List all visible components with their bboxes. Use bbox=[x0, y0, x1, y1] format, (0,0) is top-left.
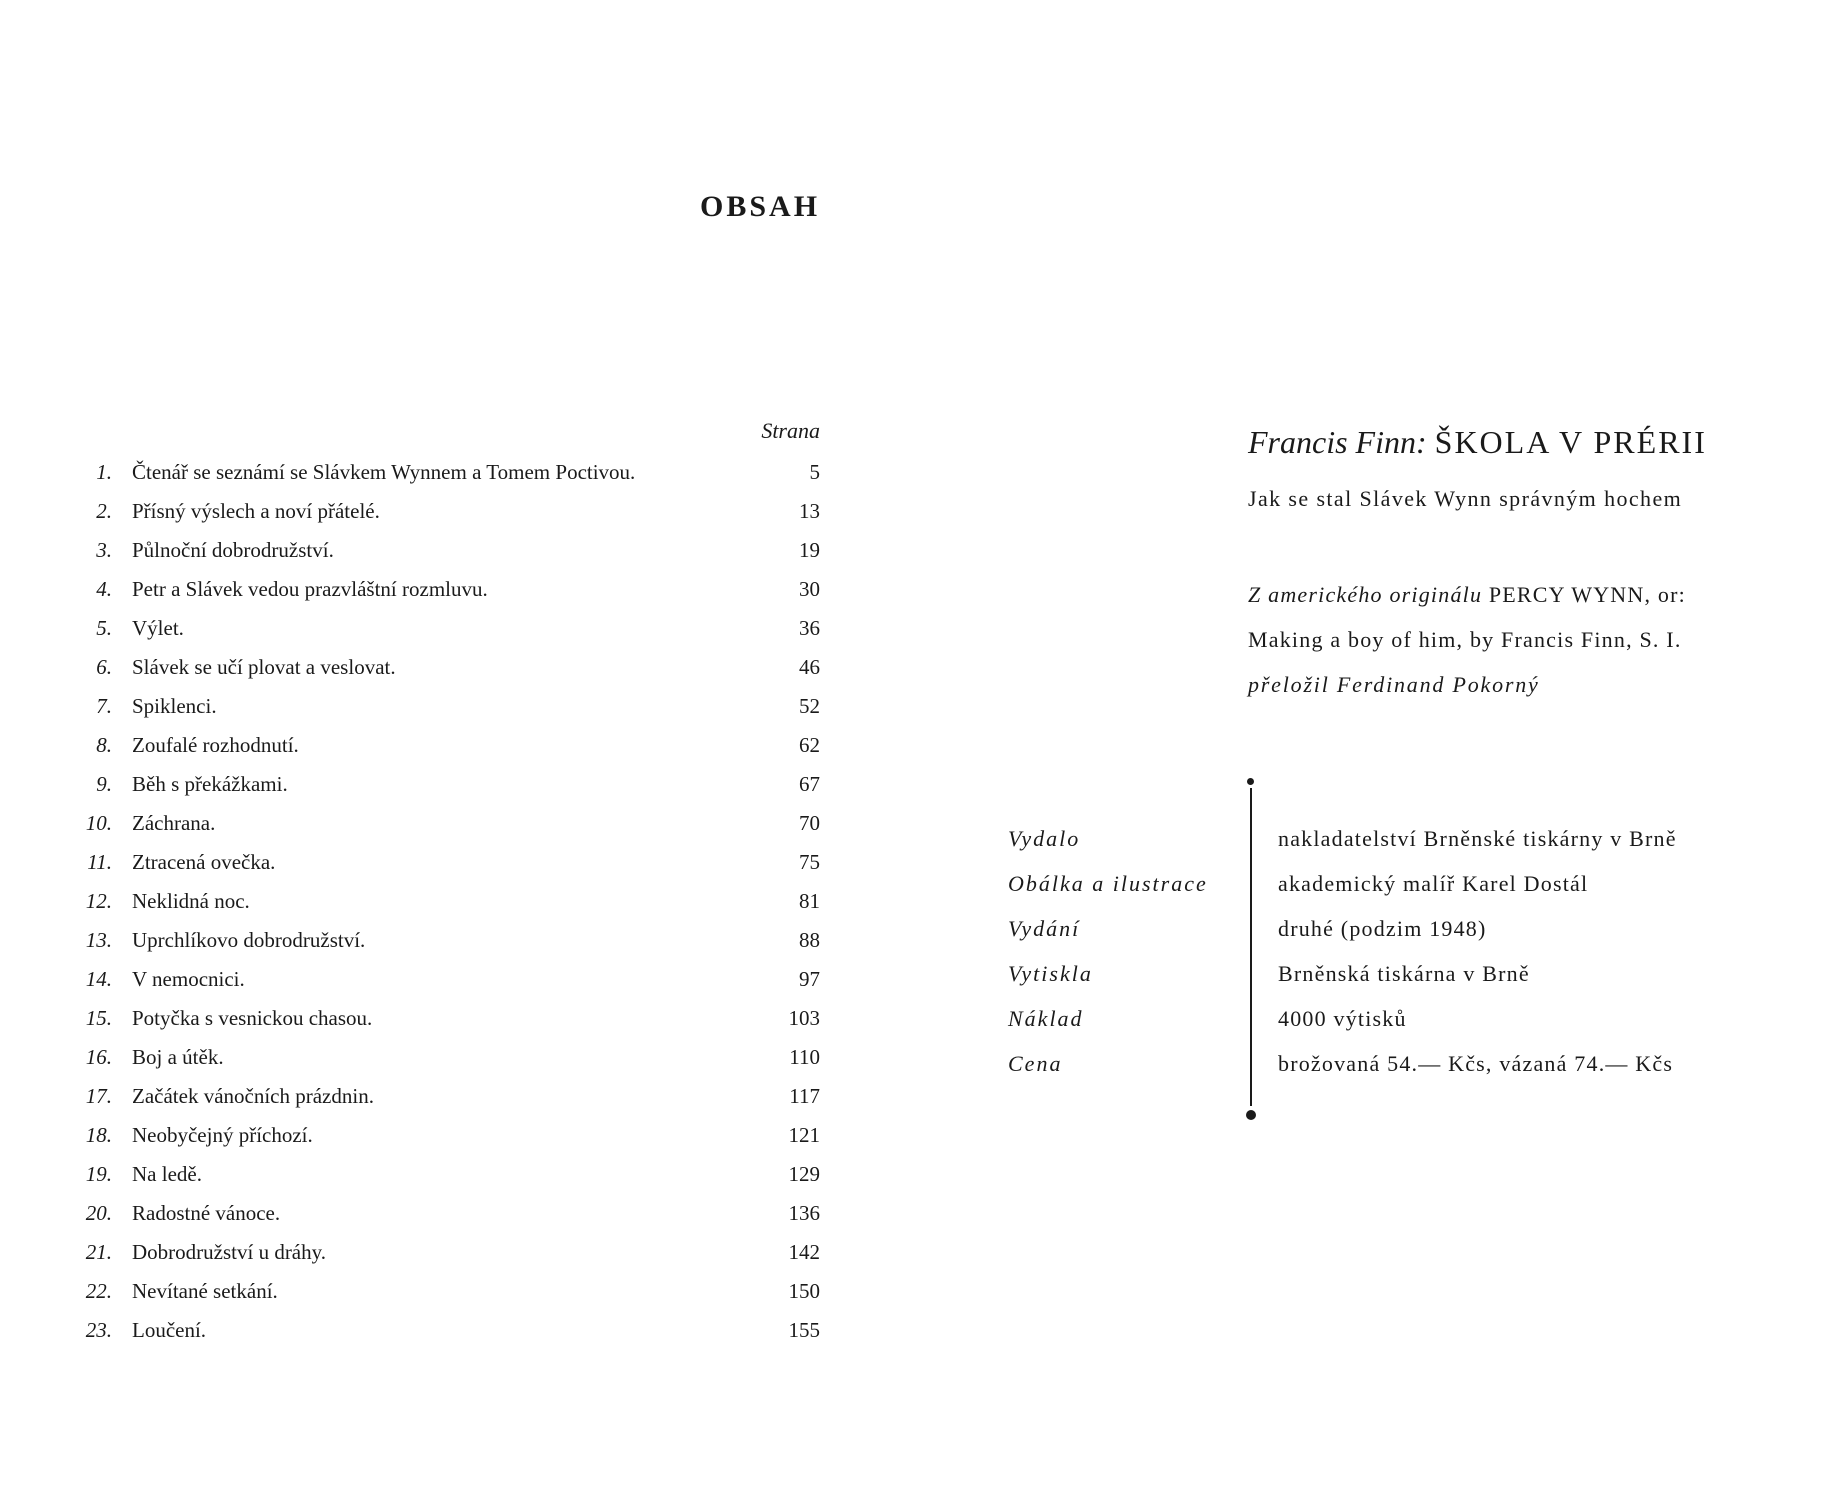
toc-entry bbox=[80, 850, 820, 889]
toc-entry-page: 88 bbox=[799, 928, 820, 952]
toc-entry-title: Záchrana. bbox=[132, 811, 216, 835]
toc-entry bbox=[80, 499, 820, 538]
toc-entry-number: 22. bbox=[85, 1279, 112, 1303]
toc-entry-page: 62 bbox=[799, 733, 820, 757]
toc-entry bbox=[80, 538, 820, 577]
toc-entry-title: Neklidná noc. bbox=[132, 889, 250, 913]
toc-entry-page: 75 bbox=[799, 850, 820, 874]
toc-entry-page: 52 bbox=[799, 694, 820, 718]
toc-entry bbox=[80, 1123, 820, 1162]
original-prefix: Z amerického originálu bbox=[1248, 582, 1483, 607]
toc-entry-page: 129 bbox=[788, 1162, 820, 1186]
toc-entry-number: 21. bbox=[85, 1240, 112, 1264]
toc-title: OBSAH bbox=[700, 190, 821, 223]
toc-entry-page: 19 bbox=[799, 538, 820, 562]
toc-entry-title: Na ledě. bbox=[132, 1162, 202, 1186]
colophon-label: Vydání bbox=[1008, 916, 1081, 941]
toc-entry-title: Slávek se učí plovat a veslovat. bbox=[132, 655, 396, 679]
toc-entry-title: Přísný výslech a noví přátelé. bbox=[132, 499, 380, 523]
toc-entry-page: 67 bbox=[799, 772, 820, 796]
toc-entry-page: 121 bbox=[788, 1123, 820, 1147]
toc-entry-page: 46 bbox=[799, 655, 820, 679]
toc-entry-title: Uprchlíkovo dobrodružství. bbox=[132, 928, 366, 952]
colophon-label: Vytiskla bbox=[1008, 961, 1093, 986]
toc-entry-title: Neobyčejný příchozí. bbox=[132, 1123, 313, 1147]
toc-entry-page: 30 bbox=[799, 577, 820, 601]
toc-entry-number: 19. bbox=[85, 1162, 112, 1186]
toc-entry bbox=[80, 616, 820, 655]
toc-entry bbox=[80, 1279, 820, 1318]
toc-entry bbox=[80, 1318, 820, 1357]
toc-entry-title: Zoufalé rozhodnutí. bbox=[132, 733, 299, 757]
toc-entry-number: 1. bbox=[96, 460, 112, 484]
toc-entry bbox=[80, 577, 820, 616]
toc-entry-title: Výlet. bbox=[132, 616, 184, 640]
toc-entry bbox=[80, 967, 820, 1006]
toc-entry-number: 7. bbox=[96, 694, 112, 718]
book-title bbox=[1248, 424, 1707, 461]
toc-entry-title: Loučení. bbox=[132, 1318, 207, 1342]
toc-entry-number: 14. bbox=[85, 967, 112, 991]
book-title-text: ŠKOLA V PRÉRII bbox=[1434, 424, 1707, 460]
toc-entry-title: Ztracená ovečka. bbox=[132, 850, 276, 874]
toc-entry bbox=[80, 1240, 820, 1279]
toc-entry-page: 5 bbox=[809, 460, 820, 484]
toc-entry-page: 81 bbox=[799, 889, 820, 913]
toc-entry-number: 11. bbox=[87, 850, 112, 874]
book-subtitle: Jak se stal Slávek Wynn správným hochem bbox=[1248, 486, 1683, 511]
toc-entry bbox=[80, 1045, 820, 1084]
toc-list bbox=[80, 460, 820, 1357]
toc-entry-page: 142 bbox=[788, 1240, 820, 1264]
colophon-label: Vydalo bbox=[1008, 826, 1081, 851]
toc-entry-number: 20. bbox=[85, 1201, 112, 1225]
toc-entry bbox=[80, 889, 820, 928]
colophon-value: 4000 výtisků bbox=[1278, 1006, 1407, 1031]
toc-entry-number: 2. bbox=[96, 499, 112, 523]
toc-entry bbox=[80, 811, 820, 850]
toc-entry bbox=[80, 733, 820, 772]
toc-entry-title: Boj a útěk. bbox=[132, 1045, 224, 1069]
colophon-value: druhé (podzim 1948) bbox=[1278, 916, 1487, 941]
toc-entry-title: Půlnoční dobrodružství. bbox=[132, 538, 334, 562]
toc-entry bbox=[80, 772, 820, 811]
toc-entry-page: 110 bbox=[789, 1045, 820, 1069]
toc-entry-title: Potyčka s vesnickou chasou. bbox=[132, 1006, 373, 1030]
book-author: Francis Finn: bbox=[1248, 424, 1427, 460]
toc-entry-number: 13. bbox=[85, 928, 112, 952]
colophon-dot-bottom bbox=[1246, 1110, 1256, 1120]
toc-entry-title: Nevítané setkání. bbox=[132, 1279, 278, 1303]
colophon-value: akademický malíř Karel Dostál bbox=[1278, 871, 1589, 896]
toc-entry-title: Radostné vánoce. bbox=[132, 1201, 281, 1225]
toc-entry-page: 150 bbox=[788, 1279, 820, 1303]
page-column-header: Strana bbox=[761, 418, 820, 443]
toc-entry-number: 6. bbox=[96, 655, 112, 679]
toc-entry bbox=[80, 1006, 820, 1045]
toc-entry-number: 15. bbox=[85, 1006, 112, 1030]
toc-entry-number: 12. bbox=[85, 889, 112, 913]
original-line-1 bbox=[1248, 582, 1686, 608]
toc-entry-title: Petr a Slávek vedou prazvláštní rozmluvu. bbox=[132, 577, 488, 601]
toc-entry-page: 97 bbox=[799, 967, 820, 991]
toc-entry-number: 17. bbox=[85, 1084, 112, 1108]
colophon-label: Náklad bbox=[1008, 1006, 1084, 1031]
toc-entry-title: V nemocnici. bbox=[132, 967, 245, 991]
colophon-row bbox=[914, 871, 1828, 911]
toc-entry bbox=[80, 694, 820, 733]
toc-entry bbox=[80, 655, 820, 694]
colophon-row bbox=[914, 961, 1828, 1001]
toc-entry-page: 117 bbox=[789, 1084, 820, 1108]
colophon-row bbox=[914, 1051, 1828, 1091]
toc-entry-title: Spiklenci. bbox=[132, 694, 217, 718]
toc-entry-title: Běh s překážkami. bbox=[132, 772, 288, 796]
toc-entry-number: 10. bbox=[85, 811, 112, 835]
toc-entry-number: 16. bbox=[85, 1045, 112, 1069]
toc-entry-title: Čtenář se seznámí se Slávkem Wynnem a Tomem Poctivou. bbox=[132, 460, 636, 484]
colophon-dot-top bbox=[1247, 778, 1254, 785]
toc-entry-number: 3. bbox=[96, 538, 112, 562]
toc-entry-title: Dobrodružství u dráhy. bbox=[132, 1240, 327, 1264]
colophon-label: Obálka a ilustrace bbox=[1008, 871, 1208, 896]
toc-entry bbox=[80, 460, 820, 499]
original-title-part2: Making a boy of him, by Francis Finn, S. I. bbox=[1248, 627, 1682, 652]
toc-entry-title: Začátek vánočních prázdnin. bbox=[132, 1084, 374, 1108]
colophon-row bbox=[914, 916, 1828, 956]
toc-entry-number: 18. bbox=[85, 1123, 112, 1147]
toc-entry-page: 155 bbox=[788, 1318, 820, 1342]
toc-entry bbox=[80, 928, 820, 967]
original-title-part1: PERCY WYNN, or: bbox=[1488, 582, 1686, 607]
translator: přeložil Ferdinand Pokorný bbox=[1248, 672, 1540, 697]
toc-entry-number: 4. bbox=[96, 577, 112, 601]
colophon-value: brožovaná 54.— Kčs, vázaná 74.— Kčs bbox=[1278, 1051, 1674, 1076]
colophon-label: Cena bbox=[1008, 1051, 1063, 1076]
toc-entry-number: 5. bbox=[96, 616, 112, 640]
right-page bbox=[914, 0, 1828, 1500]
toc-entry-page: 103 bbox=[788, 1006, 820, 1030]
toc-entry-page: 36 bbox=[799, 616, 820, 640]
toc-entry bbox=[80, 1084, 820, 1123]
toc-entry bbox=[80, 1162, 820, 1201]
toc-entry-number: 8. bbox=[96, 733, 112, 757]
toc-entry-number: 23. bbox=[85, 1318, 112, 1342]
colophon-value: Brněnská tiskárna v Brně bbox=[1278, 961, 1530, 986]
colophon-row bbox=[914, 826, 1828, 866]
toc-entry-page: 136 bbox=[788, 1201, 820, 1225]
colophon-row bbox=[914, 1006, 1828, 1046]
toc-entry bbox=[80, 1201, 820, 1240]
toc-entry-page: 13 bbox=[799, 499, 820, 523]
toc-entry-number: 9. bbox=[96, 772, 112, 796]
toc-entry-page: 70 bbox=[799, 811, 820, 835]
colophon-value: nakladatelství Brněnské tiskárny v Brně bbox=[1278, 826, 1677, 851]
